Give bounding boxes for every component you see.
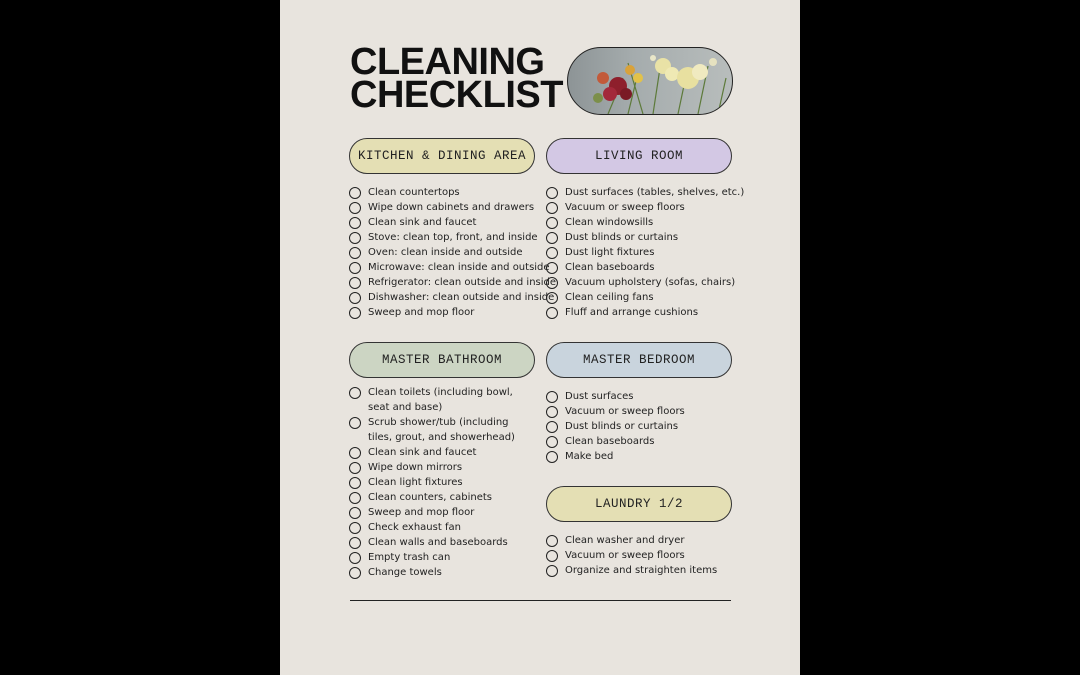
checklist-item[interactable] (349, 460, 535, 475)
checklist-item-label: Sweep and mop floor (368, 507, 475, 518)
checklist-item[interactable] (546, 245, 732, 260)
checklist-item-label: Make bed (565, 451, 614, 462)
checklist-item[interactable] (546, 230, 732, 245)
checkbox-circle-icon[interactable] (349, 507, 361, 519)
checklist-item-label: Clean counters, cabinets (368, 492, 492, 503)
checklist-item-label: Check exhaust fan (368, 522, 461, 533)
section-master-bathroom (349, 342, 535, 580)
checklist-item-label: Clean washer and dryer (565, 535, 685, 546)
checklist-item-label: Vacuum or sweep floors (565, 406, 685, 417)
checklist-item[interactable] (349, 415, 528, 445)
checklist-item-label: Clean baseboards (565, 436, 655, 447)
checkbox-circle-icon[interactable] (546, 550, 558, 562)
checklist-item[interactable] (349, 305, 535, 320)
checklist-item-label: Empty trash can (368, 552, 451, 563)
living-room-list (546, 185, 745, 320)
section-heading-living-room: LIVING ROOM (546, 138, 732, 174)
checklist-item[interactable] (546, 533, 732, 548)
checklist-item[interactable] (349, 260, 550, 275)
checklist-item-label: Vacuum upholstery (sofas, chairs) (565, 277, 736, 288)
master-bathroom-list (349, 385, 535, 580)
checklist-item[interactable] (349, 520, 535, 535)
checklist-item-label: Refrigerator: clean outside and inside (368, 277, 557, 288)
checklist-item-label: Microwave: clean inside and outside (368, 262, 550, 273)
bottom-divider (350, 600, 731, 601)
checklist-item[interactable] (546, 305, 732, 320)
checklist-item[interactable] (349, 385, 528, 415)
checklist-item-label: Sweep and mop floor (368, 307, 475, 318)
checkbox-circle-icon[interactable] (546, 292, 558, 304)
checklist-item[interactable] (349, 505, 535, 520)
page-title (350, 41, 563, 116)
checklist-item-label: Clean sink and faucet (368, 447, 477, 458)
checklist-item[interactable] (349, 445, 535, 460)
checkbox-circle-icon[interactable] (349, 187, 361, 199)
section-master-bedroom (546, 342, 732, 464)
checkbox-circle-icon[interactable] (349, 552, 361, 564)
checkbox-circle-icon[interactable] (349, 277, 361, 289)
checklist-item[interactable] (546, 404, 732, 419)
checkbox-circle-icon[interactable] (349, 492, 361, 504)
checklist-item[interactable] (349, 565, 535, 580)
checkbox-circle-icon[interactable] (349, 537, 361, 549)
checklist-page (280, 0, 800, 675)
checklist-item-label: Dust blinds or curtains (565, 421, 679, 432)
checklist-item[interactable] (546, 260, 732, 275)
checkbox-circle-icon[interactable] (546, 307, 558, 319)
checklist-item-label: Dust surfaces (565, 391, 634, 402)
checklist-item-label: Wipe down cabinets and drawers (368, 202, 535, 213)
checkbox-circle-icon[interactable] (546, 217, 558, 229)
checkbox-circle-icon[interactable] (546, 277, 558, 289)
checklist-item[interactable] (546, 275, 736, 290)
checklist-item[interactable] (349, 550, 535, 565)
checklist-item-label: Vacuum or sweep floors (565, 202, 685, 213)
checkbox-circle-icon[interactable] (546, 436, 558, 448)
checklist-item-label: Change towels (368, 567, 442, 578)
laundry-list (546, 533, 732, 578)
checklist-item[interactable] (546, 449, 732, 464)
checklist-item[interactable] (546, 434, 732, 449)
section-heading-master-bedroom: MASTER BEDROOM (546, 342, 732, 378)
checklist-item[interactable] (546, 290, 732, 305)
checklist-item-label: Scrub shower/tub (including tiles, grout, and showerhead) (368, 417, 515, 443)
checklist-item-label: Clean sink and faucet (368, 217, 477, 228)
master-bedroom-list (546, 389, 732, 464)
checkbox-circle-icon[interactable] (546, 421, 558, 433)
checkbox-circle-icon[interactable] (349, 202, 361, 214)
checklist-item[interactable] (349, 215, 535, 230)
flower-illustration (568, 48, 732, 114)
kitchen-list (349, 185, 557, 320)
checklist-item-label: Clean windowsills (565, 217, 654, 228)
checklist-item-label: Dust blinds or curtains (565, 232, 679, 243)
checklist-item[interactable] (546, 389, 732, 404)
checkbox-circle-icon[interactable] (349, 307, 361, 319)
checklist-item-label: Dishwasher: clean outside and inside (368, 292, 555, 303)
title-line-2: CHECKLIST (350, 74, 563, 116)
checklist-item-label: Clean baseboards (565, 262, 655, 273)
checklist-item[interactable] (349, 275, 557, 290)
section-heading-master-bathroom: MASTER BATHROOM (349, 342, 535, 378)
checklist-item[interactable] (546, 548, 732, 563)
checkbox-circle-icon[interactable] (349, 232, 361, 244)
checklist-item[interactable] (349, 185, 535, 200)
checklist-item-label: Stove: clean top, front, and inside (368, 232, 538, 243)
checklist-item-label: Clean walls and baseboards (368, 537, 508, 548)
checkbox-circle-icon[interactable] (349, 247, 361, 259)
checkbox-circle-icon[interactable] (349, 262, 361, 274)
checkbox-circle-icon[interactable] (546, 406, 558, 418)
checklist-item-label: Clean light fixtures (368, 477, 463, 488)
checklist-item[interactable] (349, 290, 555, 305)
checklist-item-label: Dust surfaces (tables, shelves, etc.) (565, 187, 745, 198)
checklist-item-label: Clean countertops (368, 187, 460, 198)
checkbox-circle-icon[interactable] (349, 477, 361, 489)
checkbox-circle-icon[interactable] (349, 387, 361, 399)
section-laundry (546, 486, 732, 578)
title-line-1: CLEANING (350, 41, 545, 83)
checklist-item[interactable] (349, 200, 535, 215)
checkbox-circle-icon[interactable] (546, 535, 558, 547)
checkbox-circle-icon[interactable] (349, 462, 361, 474)
checklist-item[interactable] (546, 200, 732, 215)
checkbox-circle-icon[interactable] (546, 187, 558, 199)
checkbox-circle-icon[interactable] (546, 262, 558, 274)
checkbox-circle-icon[interactable] (349, 217, 361, 229)
checklist-item[interactable] (349, 245, 535, 260)
checklist-item-label: Clean ceiling fans (565, 292, 654, 303)
checklist-item-label: Vacuum or sweep floors (565, 550, 685, 561)
checklist-item[interactable] (546, 185, 745, 200)
checklist-item-label: Fluff and arrange cushions (565, 307, 699, 318)
checkbox-circle-icon[interactable] (546, 232, 558, 244)
section-heading-laundry: LAUNDRY 1/2 (546, 486, 732, 522)
checklist-item[interactable] (349, 535, 535, 550)
checklist-item[interactable] (546, 563, 732, 578)
checkbox-circle-icon[interactable] (546, 247, 558, 259)
checkbox-circle-icon[interactable] (546, 451, 558, 463)
checklist-item[interactable] (349, 475, 535, 490)
checklist-item-label: Dust light fixtures (565, 247, 655, 258)
checkbox-circle-icon[interactable] (349, 447, 361, 459)
section-heading-kitchen: KITCHEN & DINING AREA (349, 138, 535, 174)
checkbox-circle-icon[interactable] (546, 391, 558, 403)
checkbox-circle-icon[interactable] (349, 567, 361, 579)
checkbox-circle-icon[interactable] (349, 292, 361, 304)
checkbox-circle-icon[interactable] (349, 417, 361, 429)
section-living-room (546, 138, 745, 320)
section-kitchen (349, 138, 557, 320)
checklist-item-label: Oven: clean inside and outside (368, 247, 523, 258)
checklist-item[interactable] (546, 419, 732, 434)
checklist-item[interactable] (546, 215, 732, 230)
checklist-item-label: Clean toilets (including bowl, seat and base) (368, 387, 513, 413)
checkbox-circle-icon[interactable] (546, 202, 558, 214)
checkbox-circle-icon[interactable] (546, 565, 558, 577)
checklist-item[interactable] (349, 230, 538, 245)
flower-photo (567, 47, 733, 115)
checklist-item-label: Organize and straighten items (565, 565, 718, 576)
checklist-item[interactable] (349, 490, 535, 505)
checklist-item-label: Wipe down mirrors (368, 462, 463, 473)
checkbox-circle-icon[interactable] (349, 522, 361, 534)
